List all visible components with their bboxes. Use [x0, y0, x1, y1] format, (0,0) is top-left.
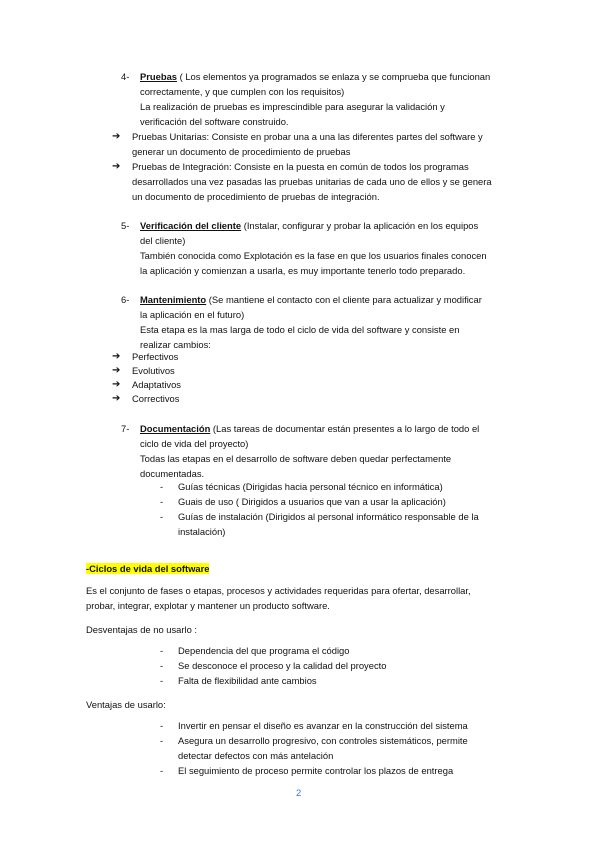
ventajas-label: Ventajas de usarlo:: [86, 699, 166, 710]
dash-bullet: -: [160, 511, 164, 522]
section-4-line-4: verificación del software construido.: [140, 116, 289, 127]
section-7-line-4: documentadas.: [140, 468, 205, 479]
dash-bullet: -: [160, 645, 164, 656]
item-number: 4-: [121, 71, 130, 82]
bullet-pruebas-integracion-cont2: un documento de procedimiento de pruebas de integración.: [132, 191, 380, 202]
section-5-line-2: del cliente): [140, 235, 186, 246]
section-4-line-2: correctamente, y que cumplen con los requisitos): [140, 86, 345, 97]
item-number: 7-: [121, 423, 130, 434]
bullet-pruebas-unitarias-cont: generar un documento de procedimiento de pruebas: [132, 146, 351, 157]
list-item: Guais de uso ( Dirigidos a usuarios que van a usar la aplicación): [178, 496, 446, 507]
item-number: 6-: [121, 294, 130, 305]
list-item: Adaptativos: [132, 379, 181, 390]
section-5-line-4: la aplicación y comienzan a usarla, es muy importante tenerlo todo preparado.: [140, 265, 466, 276]
arrow-icon: ➔: [112, 393, 121, 404]
bullet-pruebas-unitarias: Pruebas Unitarias: Consiste en probar una a una las diferentes partes del software y: [132, 131, 483, 142]
list-item-cont: instalación): [178, 526, 226, 537]
list-item: Evolutivos: [132, 365, 175, 376]
section-7-line-3: Todas las etapas en el desarrollo de software deben quedar perfectamente: [140, 453, 452, 464]
section-7-line-2: ciclo de vida del proyecto): [140, 438, 249, 449]
section-6-line-3: Esta etapa es la mas larga de todo el ciclo de vida del software y consiste en: [140, 324, 460, 335]
list-item: Se desconoce el proceso y la calidad del proyecto: [178, 660, 387, 671]
dash-bullet: -: [160, 675, 164, 686]
dash-bullet: -: [160, 496, 164, 507]
arrow-icon: ➔: [112, 365, 121, 376]
dash-bullet: -: [160, 765, 164, 776]
list-item: Asegura un desarrollo progresivo, con controles sistemáticos, permite: [178, 735, 468, 746]
arrow-icon: ➔: [112, 379, 121, 390]
arrow-icon: ➔: [112, 131, 121, 142]
section-4-title: Pruebas: [140, 71, 177, 82]
list-item: Falta de flexibilidad ante cambios: [178, 675, 317, 686]
page-number: 2: [296, 787, 302, 798]
section-4-line-3: La realización de pruebas es imprescindible para asegurar la validación y: [140, 101, 445, 112]
section-5-title: Verificación del cliente: [140, 220, 242, 231]
item-number: 5-: [121, 220, 130, 231]
section-7-line-1: Documentación (Las tareas de documentar están presentes a lo largo de todo el: [140, 423, 480, 434]
section-heading: -Ciclos de vida del software: [86, 563, 210, 574]
section-6-line-1: Mantenimiento (Se mantiene el contacto con el cliente para actualizar y modificar: [140, 294, 482, 305]
bullet-pruebas-integracion-cont: desarrollados una vez pasadas las pruebas unitarias de cada uno de ellos y se genera: [132, 176, 492, 187]
list-item: El seguimiento de proceso permite controlar los plazos de entrega: [178, 765, 454, 776]
paragraph-line-1: Es el conjunto de fases o etapas, procesos y actividades requeridas para ofertar, desarrollar,: [86, 585, 471, 596]
section-6-line-2: la aplicación en el futuro): [140, 309, 245, 320]
section-6-title: Mantenimiento: [140, 294, 207, 305]
list-item: Correctivos: [132, 393, 180, 404]
list-item: Dependencia del que programa el código: [178, 645, 350, 656]
section-5-line-3: También conocida como Explotación es la fase en que los usuarios finales conocen: [140, 250, 487, 261]
list-item-cont: detectar defectos con más antelación: [178, 750, 334, 761]
section-5-line-1: Verificación del cliente (Instalar, configurar y probar la aplicación en los equipos: [140, 220, 479, 231]
list-item: Guías técnicas (Dirigidas hacia personal técnico en informática): [178, 481, 443, 492]
arrow-icon: ➔: [112, 161, 121, 172]
bullet-pruebas-integracion: Pruebas de Integración: Consiste en la puesta en común de todos los programas: [132, 161, 469, 172]
list-item: Perfectivos: [132, 351, 179, 362]
arrow-icon: ➔: [112, 351, 121, 362]
paragraph-line-2: probar, integrar, explotar y mantener un producto software.: [86, 600, 330, 611]
dash-bullet: -: [160, 720, 164, 731]
section-6-line-4: realizar cambios:: [140, 339, 211, 350]
dash-bullet: -: [160, 660, 164, 671]
dash-bullet: -: [160, 481, 164, 492]
section-4-line-1: Pruebas ( Los elementos ya programados se enlaza y se comprueba que funcionan: [140, 71, 491, 82]
list-item: Guías de instalación (Dirigidos al personal informático responsable de la: [178, 511, 479, 522]
section-7-title: Documentación: [140, 423, 211, 434]
list-item: Invertir en pensar el diseño es avanzar en la construcción del sistema: [178, 720, 468, 731]
desventajas-label: Desventajas de no usarlo :: [86, 624, 198, 635]
dash-bullet: -: [160, 735, 164, 746]
